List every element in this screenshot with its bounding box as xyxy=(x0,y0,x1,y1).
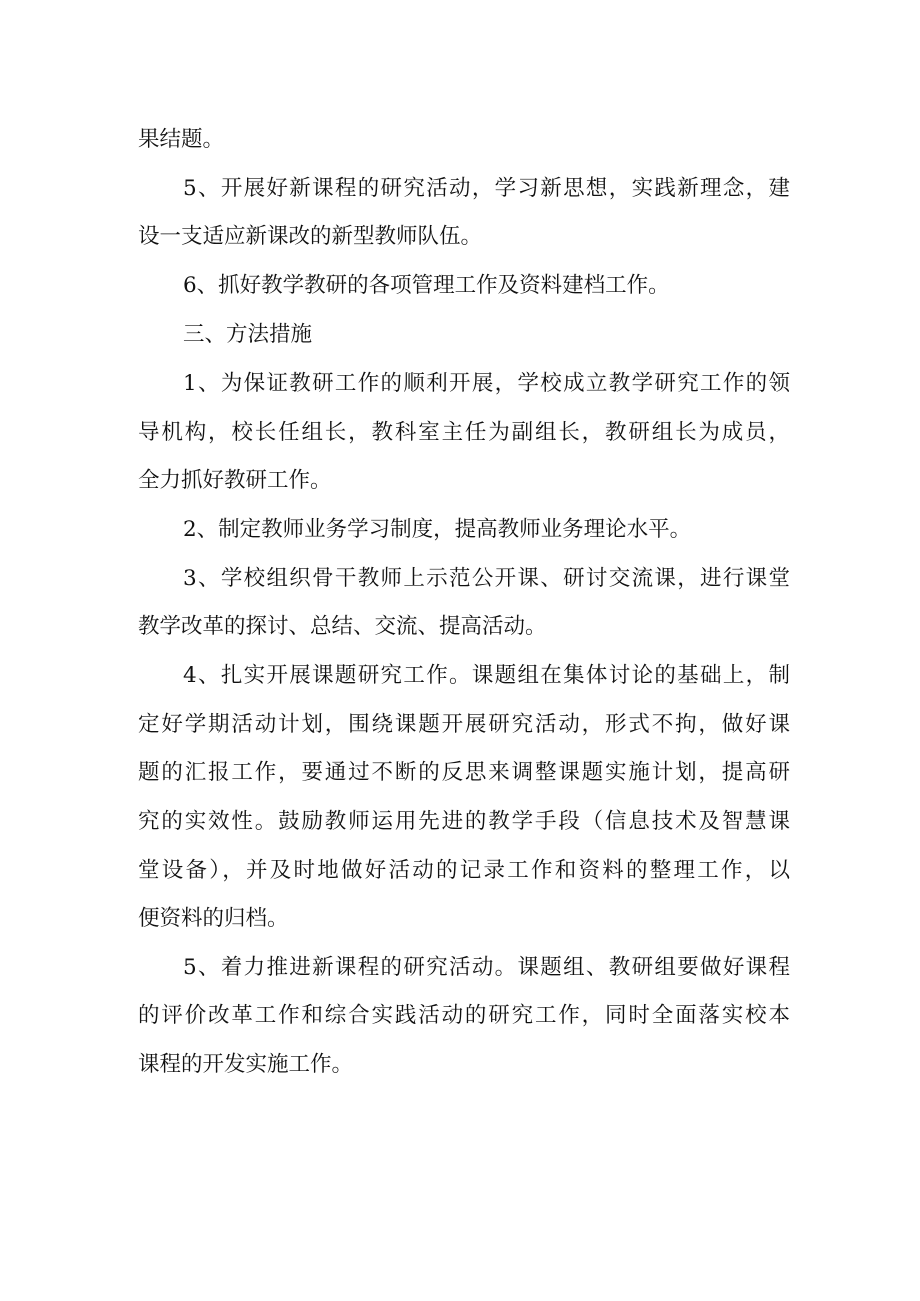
text-line: 3、学校组织骨干教师上示范公开课、研讨交流课，进行课堂 xyxy=(183,566,790,591)
text-line: 设一支适应新课改的新型教师队伍。 xyxy=(138,224,483,249)
text-line: 教学改革的探讨、总结、交流、提高活动。 xyxy=(138,614,547,639)
text-line: 堂设备），并及时地做好活动的记录工作和资料的整理工作，以 xyxy=(138,858,790,883)
text-line: 究的实效性。鼓励教师运用先进的教学手段（信息技术及智慧课 xyxy=(138,809,790,834)
text-line: 课程的开发实施工作。 xyxy=(138,1052,354,1077)
text-line: 果结题。 xyxy=(138,127,225,152)
text-line: 5、着力推进新课程的研究活动。课题组、教研组要做好课程 xyxy=(183,955,790,980)
section-heading: 三、方法措施 xyxy=(183,322,313,347)
text-line: 4、扎实开展课题研究工作。课题组在集体讨论的基础上，制 xyxy=(183,663,790,688)
text-line: 全力抓好教研工作。 xyxy=(138,468,332,493)
text-line: 2、制定教师业务学习制度，提高教师业务理论水平。 xyxy=(183,517,692,542)
text-line: 5、开展好新课程的研究活动，学习新思想，实践新理念，建 xyxy=(183,176,790,201)
text-line: 便资料的归档。 xyxy=(138,906,289,931)
text-line: 的评价改革工作和综合实践活动的研究工作，同时全面落实校本 xyxy=(138,1003,790,1028)
text-line: 6、抓好教学教研的各项管理工作及资料建档工作。 xyxy=(183,273,670,298)
text-line: 1、为保证教研工作的顺利开展，学校成立教学研究工作的领 xyxy=(183,371,790,396)
text-line: 题的汇报工作，要通过不断的反思来调整课题实施计划，提高研 xyxy=(138,760,790,785)
text-line: 定好学期活动计划，围绕课题开展研究活动，形式不拘，做好课 xyxy=(138,712,790,737)
text-line: 导机构，校长任组长，教科室主任为副组长，教研组长为成员， xyxy=(138,420,790,445)
